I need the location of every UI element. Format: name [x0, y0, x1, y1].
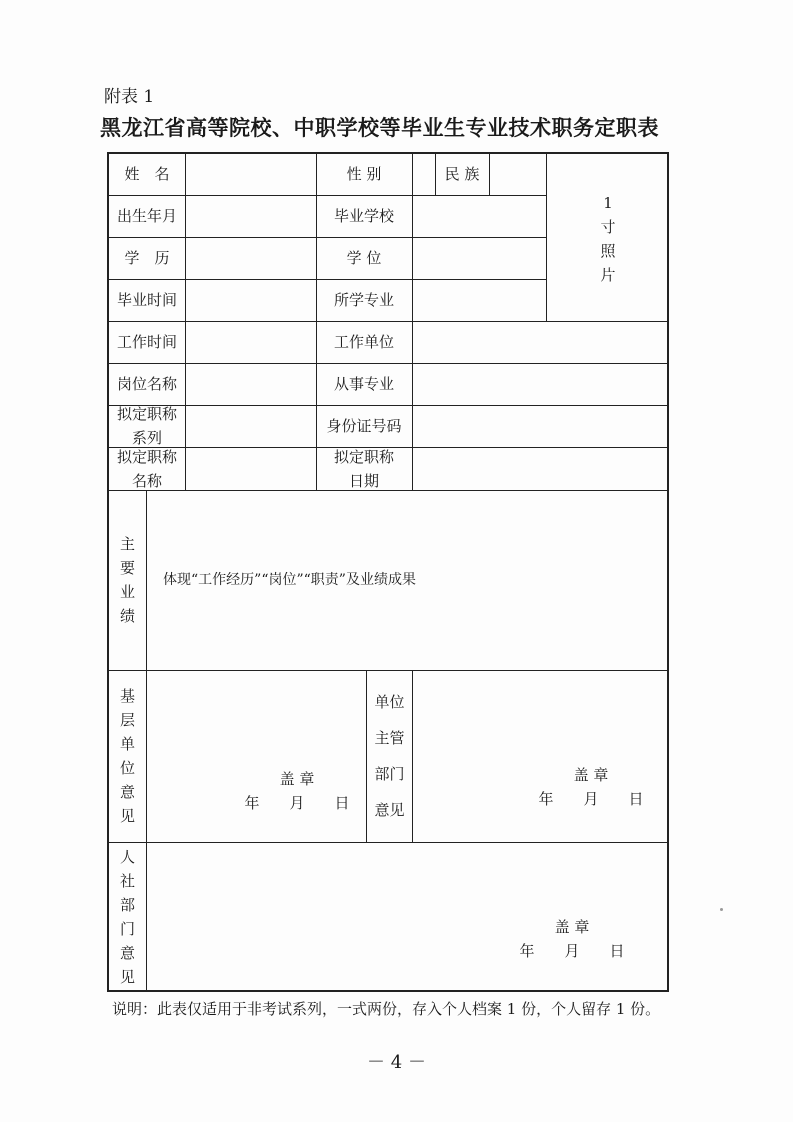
dept-opinion-label: 单位 主管 部门 意见	[374, 693, 405, 819]
specialty-field[interactable]	[413, 363, 669, 405]
school-field[interactable]	[413, 195, 546, 237]
degree-field[interactable]	[413, 237, 546, 279]
education-label: 学 历	[124, 248, 170, 267]
ethnicity-label: 民 族	[444, 165, 480, 184]
photo-placeholder[interactable]: 1 寸 照 片	[600, 194, 616, 284]
birth-label: 出生年月	[116, 206, 177, 225]
title-series-field[interactable]	[186, 405, 316, 447]
specialty-label: 从事专业	[333, 374, 394, 393]
id-number-field[interactable]	[413, 405, 669, 447]
hr-opinion-label: 人 社 部 门 意 见	[119, 848, 135, 986]
grad-time-label: 毕业时间	[116, 290, 177, 309]
annex-label: 附表 1	[104, 87, 155, 107]
id-number-label: 身份证号码	[326, 416, 402, 435]
major-field[interactable]	[413, 279, 546, 321]
work-time-label: 工作时间	[116, 332, 177, 351]
grassroots-opinion-field[interactable]	[147, 670, 366, 842]
qualification-form-table	[107, 152, 669, 992]
footnote: 说明：此表仅适用于非考试系列，一式两份，存入个人档案 1 份，个人留存 1 份。	[112, 1000, 661, 1018]
education-field[interactable]	[186, 237, 316, 279]
seal-label: 盖 章	[279, 770, 315, 788]
degree-label: 学 位	[346, 248, 382, 267]
achievements-field[interactable]	[147, 490, 669, 670]
hr-opinion-field[interactable]	[147, 842, 669, 992]
hr-seal-block	[507, 914, 637, 964]
date-label: 年 月 日	[519, 942, 625, 960]
post-name-label: 岗位名称	[116, 374, 177, 393]
achievements-label: 主 要 业 绩	[119, 535, 135, 625]
title-name-field[interactable]	[186, 447, 316, 490]
work-unit-field[interactable]	[413, 321, 669, 363]
birth-field[interactable]	[186, 195, 316, 237]
grassroots-opinion-label: 基 层 单 位 意 见	[119, 687, 135, 825]
ethnicity-field[interactable]	[490, 154, 546, 195]
title-date-label: 拟定职称 日期	[333, 447, 394, 490]
achievements-hint: 体现“工作经历”“岗位”“职责”及业绩成果	[163, 571, 416, 588]
dept-seal-block	[531, 762, 651, 812]
seal-label: 盖 章	[554, 918, 590, 936]
grassroots-seal-block	[237, 766, 357, 816]
title-series-label: 拟定职称 系列	[116, 405, 177, 447]
date-label: 年 月 日	[538, 790, 644, 808]
form-title: 黑龙江省高等院校、中职学校等毕业生专业技术职务定职表	[100, 116, 659, 140]
title-date-field[interactable]	[413, 447, 669, 490]
work-unit-label: 工作单位	[333, 332, 394, 351]
work-time-field[interactable]	[186, 321, 316, 363]
grad-time-field[interactable]	[186, 279, 316, 321]
scan-speck	[720, 908, 723, 911]
post-name-field[interactable]	[186, 363, 316, 405]
date-label: 年 月 日	[244, 794, 350, 812]
title-name-label: 拟定职称 名称	[116, 447, 177, 490]
gender-field[interactable]	[413, 154, 435, 195]
major-label: 所学专业	[333, 290, 394, 309]
seal-label: 盖 章	[573, 766, 609, 784]
school-label: 毕业学校	[333, 206, 394, 225]
dept-opinion-field[interactable]	[413, 670, 669, 842]
gender-label: 性 别	[346, 165, 382, 184]
name-label: 姓 名	[124, 165, 170, 184]
name-field[interactable]	[186, 154, 316, 195]
page-number: － 4 －	[367, 1052, 426, 1073]
